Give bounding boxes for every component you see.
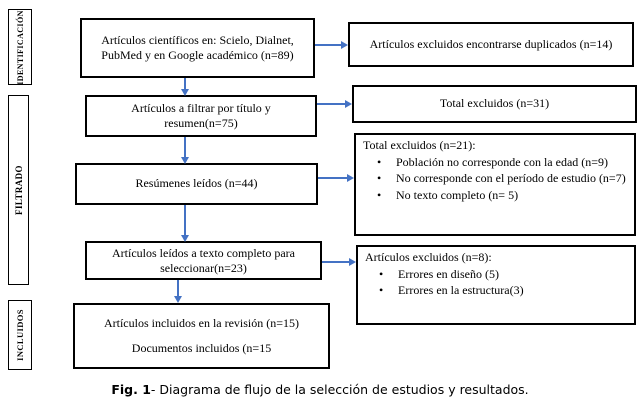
flow-box-included (73, 303, 330, 369)
stage-box-identificacion (8, 9, 32, 85)
flow-box-fulltext-read (85, 241, 322, 280)
down-arrow (177, 280, 179, 297)
excluded-reasons-list (365, 266, 627, 299)
excluded-box-duplicates (348, 22, 634, 67)
excluded-box-n8 (356, 245, 636, 325)
excluded-box-title: Artículos excluidos (n=8): (365, 250, 492, 264)
figure-caption (0, 381, 640, 399)
stage-label-identificacion: IDENTIFICACIÓN (15, 9, 25, 85)
flow-box-abstracts-read (75, 163, 318, 205)
excluded-box-total-31 (352, 85, 637, 123)
down-arrow (184, 137, 186, 158)
flow-box-text: Resúmenes leídos (n=44) (135, 176, 258, 191)
stage-label-incluidos: INCLUIDOS (15, 309, 25, 361)
flow-box-text: Artículos científicos en: Scielo, Dialnet, PubMed y en Google académico (n=89) (101, 32, 294, 62)
stage-box-filtrado (8, 95, 29, 285)
excluded-box-title: Total excluidos (n=21): (363, 138, 476, 152)
figure-caption-label: Fig. 1 (111, 382, 151, 397)
right-arrow (318, 177, 348, 179)
excluded-reason-item: • No texto completo (n= 5) (396, 187, 627, 204)
excluded-reason-item: • Errores en diseño (5) (398, 266, 627, 283)
excluded-reason-item: • Errores en la estructura(3) (398, 282, 627, 299)
flow-box-identified-articles (80, 18, 315, 78)
figure-caption-text: - Diagrama de flujo de la selección de estudios y resultados. (150, 382, 529, 397)
excluded-reason-item: • Población no corresponde con la edad (n=9) (396, 154, 627, 171)
right-arrow (315, 44, 342, 46)
flow-box-line2: Documentos incluidos (n=15 (131, 341, 272, 355)
excluded-reasons-list (363, 154, 627, 204)
excluded-box-text: Total excluidos (n=31) (439, 96, 550, 111)
excluded-reason-item: • No corresponde con el período de estudio (n=7) (396, 170, 627, 187)
flow-box-text: Artículos a filtrar por título y resumen(n=75) (131, 100, 271, 130)
excluded-box-total-21 (354, 133, 636, 236)
flow-box-title-abstract-filter (85, 95, 317, 137)
stage-label-filtrado: FILTRADO (13, 165, 24, 215)
excluded-box-text: Artículos excluidos encontrarse duplicados (n=14) (369, 36, 613, 51)
down-arrow (184, 205, 186, 236)
down-arrow (184, 78, 186, 90)
right-arrow (317, 103, 346, 105)
flow-box-text: Artículos leídos a texto completo para seleccionar(n=23) (112, 245, 295, 275)
right-arrow (322, 261, 350, 263)
flow-box-line1: Artículos incluidos en la revisión (n=15) (103, 316, 300, 330)
stage-box-incluidos (8, 300, 32, 370)
